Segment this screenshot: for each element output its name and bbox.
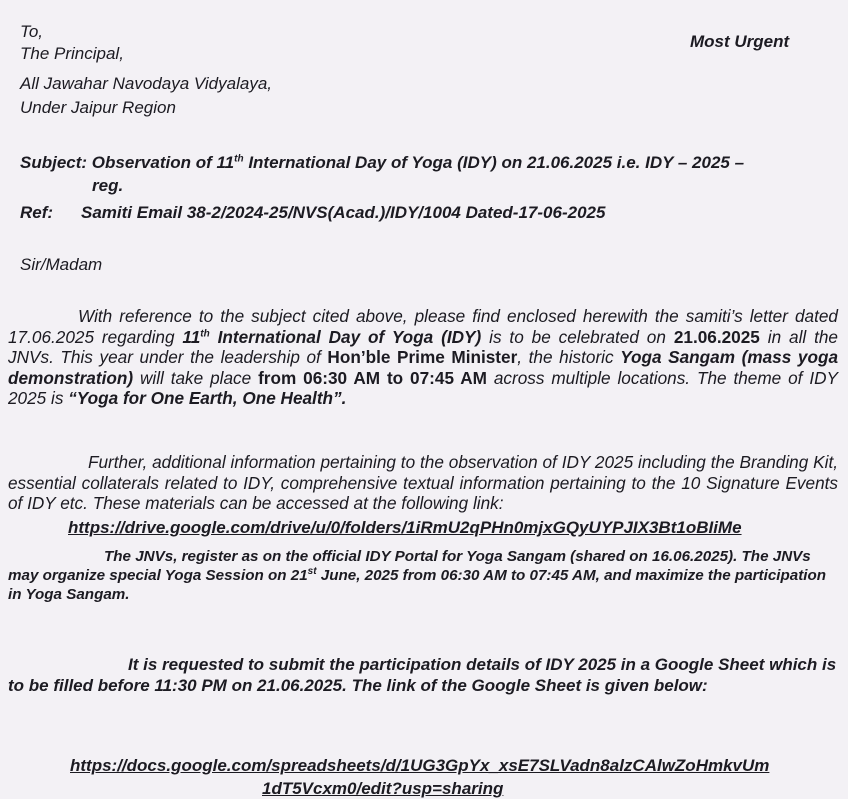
sheet-link-line-1[interactable]: https://docs.google.com/spreadsheets/d/1UG3GpYx_xsE7SLVadn8alzCAlwZoHmkvUm [70, 756, 770, 775]
salutation: Sir/Madam [20, 255, 103, 274]
subject-label: Subject: [20, 153, 88, 172]
para1-bold-3: Hon’ble Prime Minister [327, 347, 518, 367]
para1-bold-1-rest: International Day of Yoga (IDY) [209, 326, 482, 347]
para1-text-4: , the historic [517, 347, 621, 367]
address-line-2: All Jawahar Navodaya Vidyalaya, [20, 74, 272, 93]
paragraph-1 [8, 306, 838, 409]
subject-text-a: Observation of 11 [91, 153, 235, 172]
paragraph-4: It is requested to submit the participation details of IDY 2025 in a Google Sheet which is to be filled before 11:30 PM on 21.06.2025. The link of the Google Sheet is given below: [8, 655, 837, 695]
sheet-link-line-2[interactable]: 1dT5Vcxm0/edit?usp=sharing [262, 779, 504, 798]
ref-text: Samiti Email 38-2/2024-25/NVS(Acad.)/IDY/1004 Dated-17-06-2025 [81, 203, 606, 222]
para3-sup: st [307, 565, 317, 577]
para3-text-a: The JNVs, register as on the official IDY Portal for Yoga Sangam (shared on 16.06.2025). The JNVs may organize special Yoga Session on 21 [8, 548, 811, 584]
address-to: To, [20, 22, 44, 41]
para1-text-3: in all the JNVs. This year under the leadership of [8, 326, 838, 367]
subject-continuation: reg. [92, 176, 124, 195]
ref-line [20, 203, 605, 223]
ref-label: Ref: [20, 203, 54, 222]
para3-text-b: June, 2025 from 06:30 AM to 07:45 AM, and maximize the participation in Yoga Sangam. [8, 567, 827, 603]
para1-bold-4: Yoga Sangam (mass yoga demonstration) [8, 347, 839, 388]
address-line-1: The Principal, [20, 44, 124, 63]
paragraph-2: Further, additional information pertaining to the observation of IDY 2025 including the Branding Kit, essential collaterals related to IDY, comprehensive textual information pertaining to the 10 Signature Events of IDY etc. These materials can be accessed at the following link: [8, 452, 838, 513]
para1-text-6: across multiple locations. The theme of IDY 2025 is [8, 367, 838, 408]
para1-text-2: is to be celebrated on [481, 326, 674, 347]
para1-bold-5: from 06:30 AM to 07:45 AM [258, 367, 487, 388]
drive-link[interactable]: https://drive.google.com/drive/u/0/folders/1iRmU2qPHn0mjxGQyUYPJIX3Bt1oBIiMe [68, 518, 742, 537]
subject-line [20, 153, 744, 173]
para1-sup: th [200, 327, 210, 339]
urgency-label: Most Urgent [690, 32, 790, 51]
paragraph-3 [8, 547, 838, 604]
para1-text-5: will take place [133, 367, 259, 388]
para1-bold-1: 11 [182, 326, 201, 347]
subject-text-b: International Day of Yoga (IDY) on 21.06.2025 i.e. IDY – 2025 – [243, 153, 745, 172]
address-line-3: Under Jaipur Region [20, 98, 176, 117]
subject-sup: th [234, 153, 244, 165]
para1-bold-2: 21.06.2025 [673, 326, 760, 347]
para1-bold-6: “Yoga for One Earth, One Health”. [68, 388, 347, 408]
para1-text-1: With reference to the subject cited above, please find enclosed herewith the samiti’s letter dated 17.06.2025 regarding [8, 306, 838, 347]
